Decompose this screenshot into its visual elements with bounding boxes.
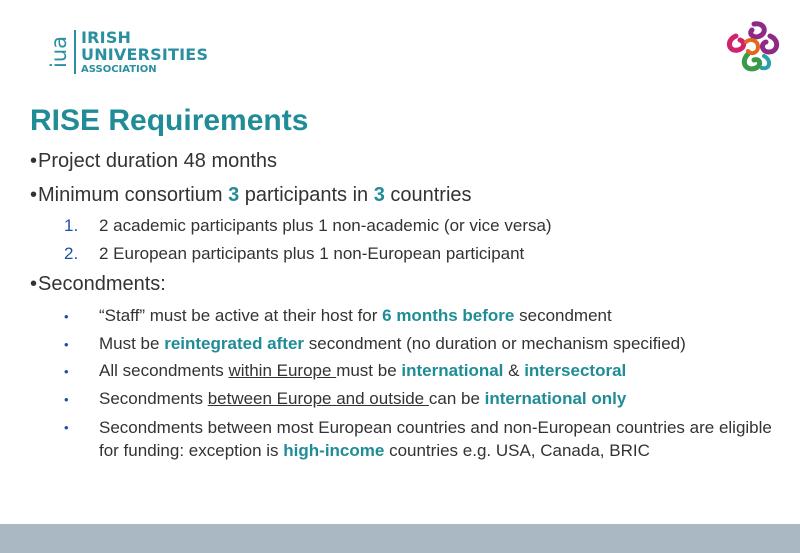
text-part: Secondments between most European countries and non-European countries are eligible for funding: exception is — [99, 418, 772, 460]
consortium-participants-count: 3 — [228, 184, 240, 206]
logo-text-universities: UNIVERSITIES — [81, 45, 209, 64]
text-part: “Staff” must be active at their host for — [99, 306, 383, 325]
secondments-heading: Secondments: — [38, 273, 166, 295]
numbered-item-text: 2 academic participants plus 1 non-academic (or vice versa) — [99, 216, 552, 235]
numbered-item-1 — [64, 216, 552, 236]
consortium-text-b: participants in — [239, 184, 374, 206]
underlined-text: within Europe — [228, 361, 337, 380]
list-item-secondments — [30, 273, 166, 296]
bullet-dot: • — [30, 150, 38, 172]
underlined-text: between Europe and outside — [207, 389, 429, 408]
highlight-text: intersectoral — [524, 361, 627, 380]
secondment-item-3 — [64, 361, 626, 381]
bullet-dot: • — [30, 273, 38, 295]
logo-text-irish: IRISH — [81, 28, 132, 47]
number-marker: 2. — [64, 244, 79, 263]
text-part: Must be — [99, 334, 165, 353]
highlight-text: high-income — [283, 441, 385, 460]
logo-divider — [74, 30, 76, 74]
iua-logo — [45, 28, 215, 78]
secondment-item-5-text — [99, 416, 784, 462]
secondment-item-2 — [64, 334, 686, 354]
bullet-dot: • — [64, 420, 69, 435]
numbered-item-2 — [64, 244, 524, 264]
secondment-item-1 — [64, 306, 612, 326]
text-part: secondment — [514, 306, 612, 325]
bullet-dot: • — [64, 364, 69, 379]
highlight-text: reintegrated after — [164, 334, 305, 353]
bullet-dot: • — [64, 309, 69, 324]
duration-text: Project duration 48 months — [38, 150, 278, 172]
bullet-dot: • — [64, 392, 69, 407]
highlight-text: international — [401, 361, 504, 380]
consortium-countries-count: 3 — [373, 184, 385, 206]
consortium-text-a: Minimum consortium — [38, 184, 229, 206]
logo-text-association: ASSOCIATION — [81, 64, 157, 75]
secondment-item-5 — [64, 416, 784, 462]
text-part: & — [503, 361, 525, 380]
highlight-text: 6 months before — [382, 306, 515, 325]
list-item-duration — [30, 150, 277, 173]
number-marker: 1. — [64, 216, 79, 235]
swirl-logo-icon — [724, 20, 782, 74]
slide-title: RISE Requirements — [30, 104, 309, 137]
logo-iua-text: iua — [47, 35, 71, 68]
text-part: can be — [428, 389, 485, 408]
numbered-item-text: 2 European participants plus 1 non-European participant — [99, 244, 525, 263]
text-part: Secondments — [99, 389, 208, 408]
footer-bar — [0, 524, 800, 553]
text-part: countries e.g. USA, Canada, BRIC — [384, 441, 650, 460]
text-part: secondment (no duration or mechanism specified) — [304, 334, 686, 353]
secondment-item-4 — [64, 389, 626, 409]
list-item-consortium — [30, 184, 472, 207]
text-part: All secondments — [99, 361, 229, 380]
bullet-dot: • — [64, 337, 69, 352]
highlight-text: international only — [484, 389, 627, 408]
consortium-text-c: countries — [384, 184, 472, 206]
text-part: must be — [336, 361, 402, 380]
bullet-dot: • — [30, 184, 38, 206]
